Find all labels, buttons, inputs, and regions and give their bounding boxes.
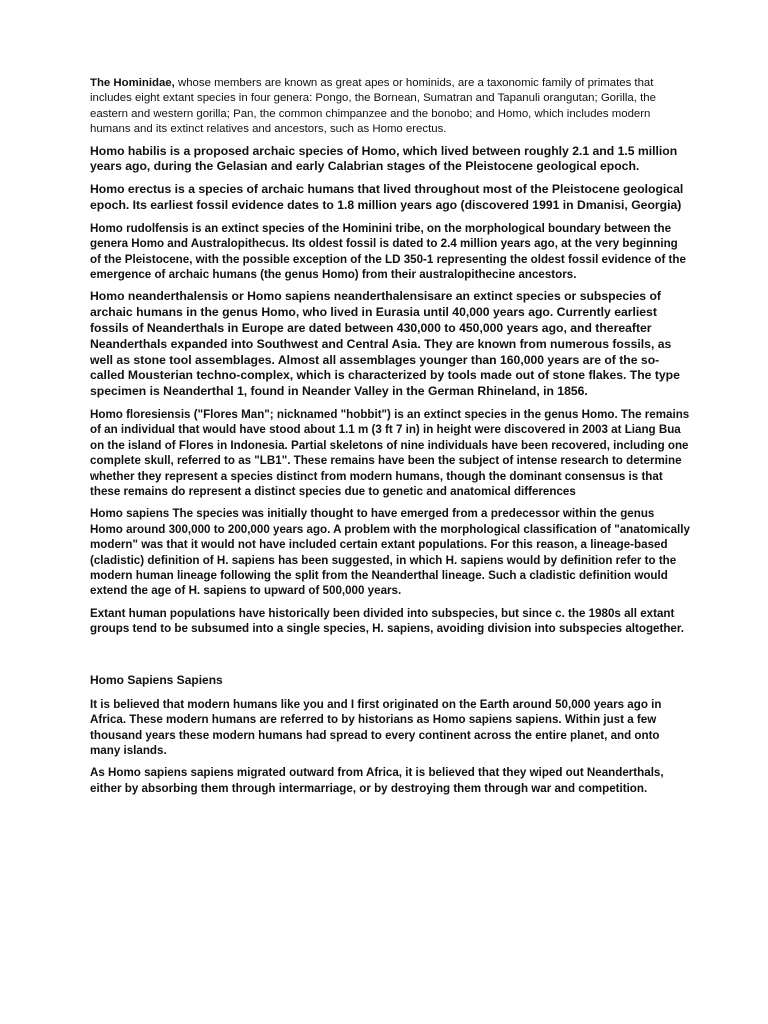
paragraph-migration: As Homo sapiens sapiens migrated outward from Africa, it is believed that they wiped out Neanderthals, either by absorbing them through intermarriage, or by destroying them through war and competition. — [90, 766, 664, 795]
paragraph-homo-sapiens: Homo sapiens The species was initially thought to have emerged from a predecessor within the genus Homo around 300,000 to 200,000 years ago. A problem with the morphological classification of "anatomically modern" was that it would not have included certain extant populations. For this reason, a lineage-based (cladistic) definition of H. sapiens has been suggested, in which H. sapiens would by definition refer to the modern human lineage following the split from the Neanderthal lineage. Such a cladistic definition would extend the age of H. sapiens to upward of 500,000 years. — [90, 507, 690, 598]
intro-lead: The Hominidae, — [90, 77, 175, 89]
paragraph-homo-floresiensis: Homo floresiensis ("Flores Man"; nicknamed "hobbit") is an extinct species in the genus Homo. The remains of an individual that would have stood about 1.1 m (3 ft 7 in) in height were discovered in 2003 at Liang Bua on the island of Flores in Indonesia. Partial skeletons of nine individuals have been recovered, including one complete skull, referred to as "LB1". These remains have been the subject of intense research to determine whether they represent a species distinct from modern humans, though the dominant consensus is that these remains do represent a distinct species due to genetic and anatomical differences — [90, 408, 690, 499]
intro-text: whose members are known as great apes or hominids, are a taxonomic family of primates that includes eight extant species in four genera: Pongo, the Bornean, Sumatran and Tapanuli orangutan; Gorilla, the eastern and western gorilla; Pan, the common chimpanzee and the bonobo; and Homo, which includes modern humans and its extinct relatives and ancestors, such as Homo erectus. — [90, 77, 656, 136]
paragraph-homo-erectus: Homo erectus is a species of archaic humans that lived throughout most of the Pleistocene geological epoch. Its earliest fossil evidence dates to 1.8 million years ago (discovered 1991 in Dmanisi, Georgia) — [90, 182, 684, 213]
paragraph-modern-humans-origin: It is believed that modern humans like you and I first originated on the Earth around 50,000 years ago in Africa. These modern humans are referred to by historians as Homo sapiens sapiens. Within just a few thousand years these modern humans had spread to every continent across the entire planet, and onto many islands. — [90, 697, 662, 757]
paragraph-homo-rudolfensis: Homo rudolfensis is an extinct species of the Hominini tribe, on the morphological boundary between the genera Homo and Australopithecus. Its oldest fossil is dated to 2.4 million years ago, at the very beginning of the Pleistocene, with the possible exception of the LD 350-1 representing the oldest fossil evidence of the emergence of archaic humans (the genus Homo) from their australopithecine ancestors. — [90, 221, 686, 282]
paragraph-homo-habilis: Homo habilis is a proposed archaic species of Homo, which lived between roughly 2.1 and 1.5 million years ago, during the Gelasian and early Calabrian stages of the Pleistocene geological epoch. — [90, 143, 678, 174]
paragraph-homo-neanderthalensis: Homo neanderthalensis or Homo sapiens neanderthalensisare an extinct species or subspecies of archaic humans in the genus Homo, who lived in Eurasia until 40,000 years ago. Currently earliest fossils of Neanderthals in Europe are dated between 430,000 to 450,000 years ago, and thereafter Neanderthals expanded into Southwest and Central Asia. They are known from numerous fossils, as well as stone tool assemblages. Almost all assemblages younger than 160,000 years are of the so-called Mousterian techno-complex, which is characterized by tools made out of stone flakes. The type specimen is Neanderthal 1, found in Neander Valley in the German Rhineland, in 1856. — [90, 289, 680, 399]
paragraph-extant-populations: Extant human populations have historically been divided into subspecies, but since c. the 1980s all extant groups tend to be subsumed into a single species, H. sapiens, avoiding division into subspecies altogether. — [90, 606, 684, 636]
document-page — [90, 76, 690, 803]
section-heading: Homo Sapiens Sapiens — [90, 672, 223, 687]
intro-paragraph — [90, 76, 690, 138]
